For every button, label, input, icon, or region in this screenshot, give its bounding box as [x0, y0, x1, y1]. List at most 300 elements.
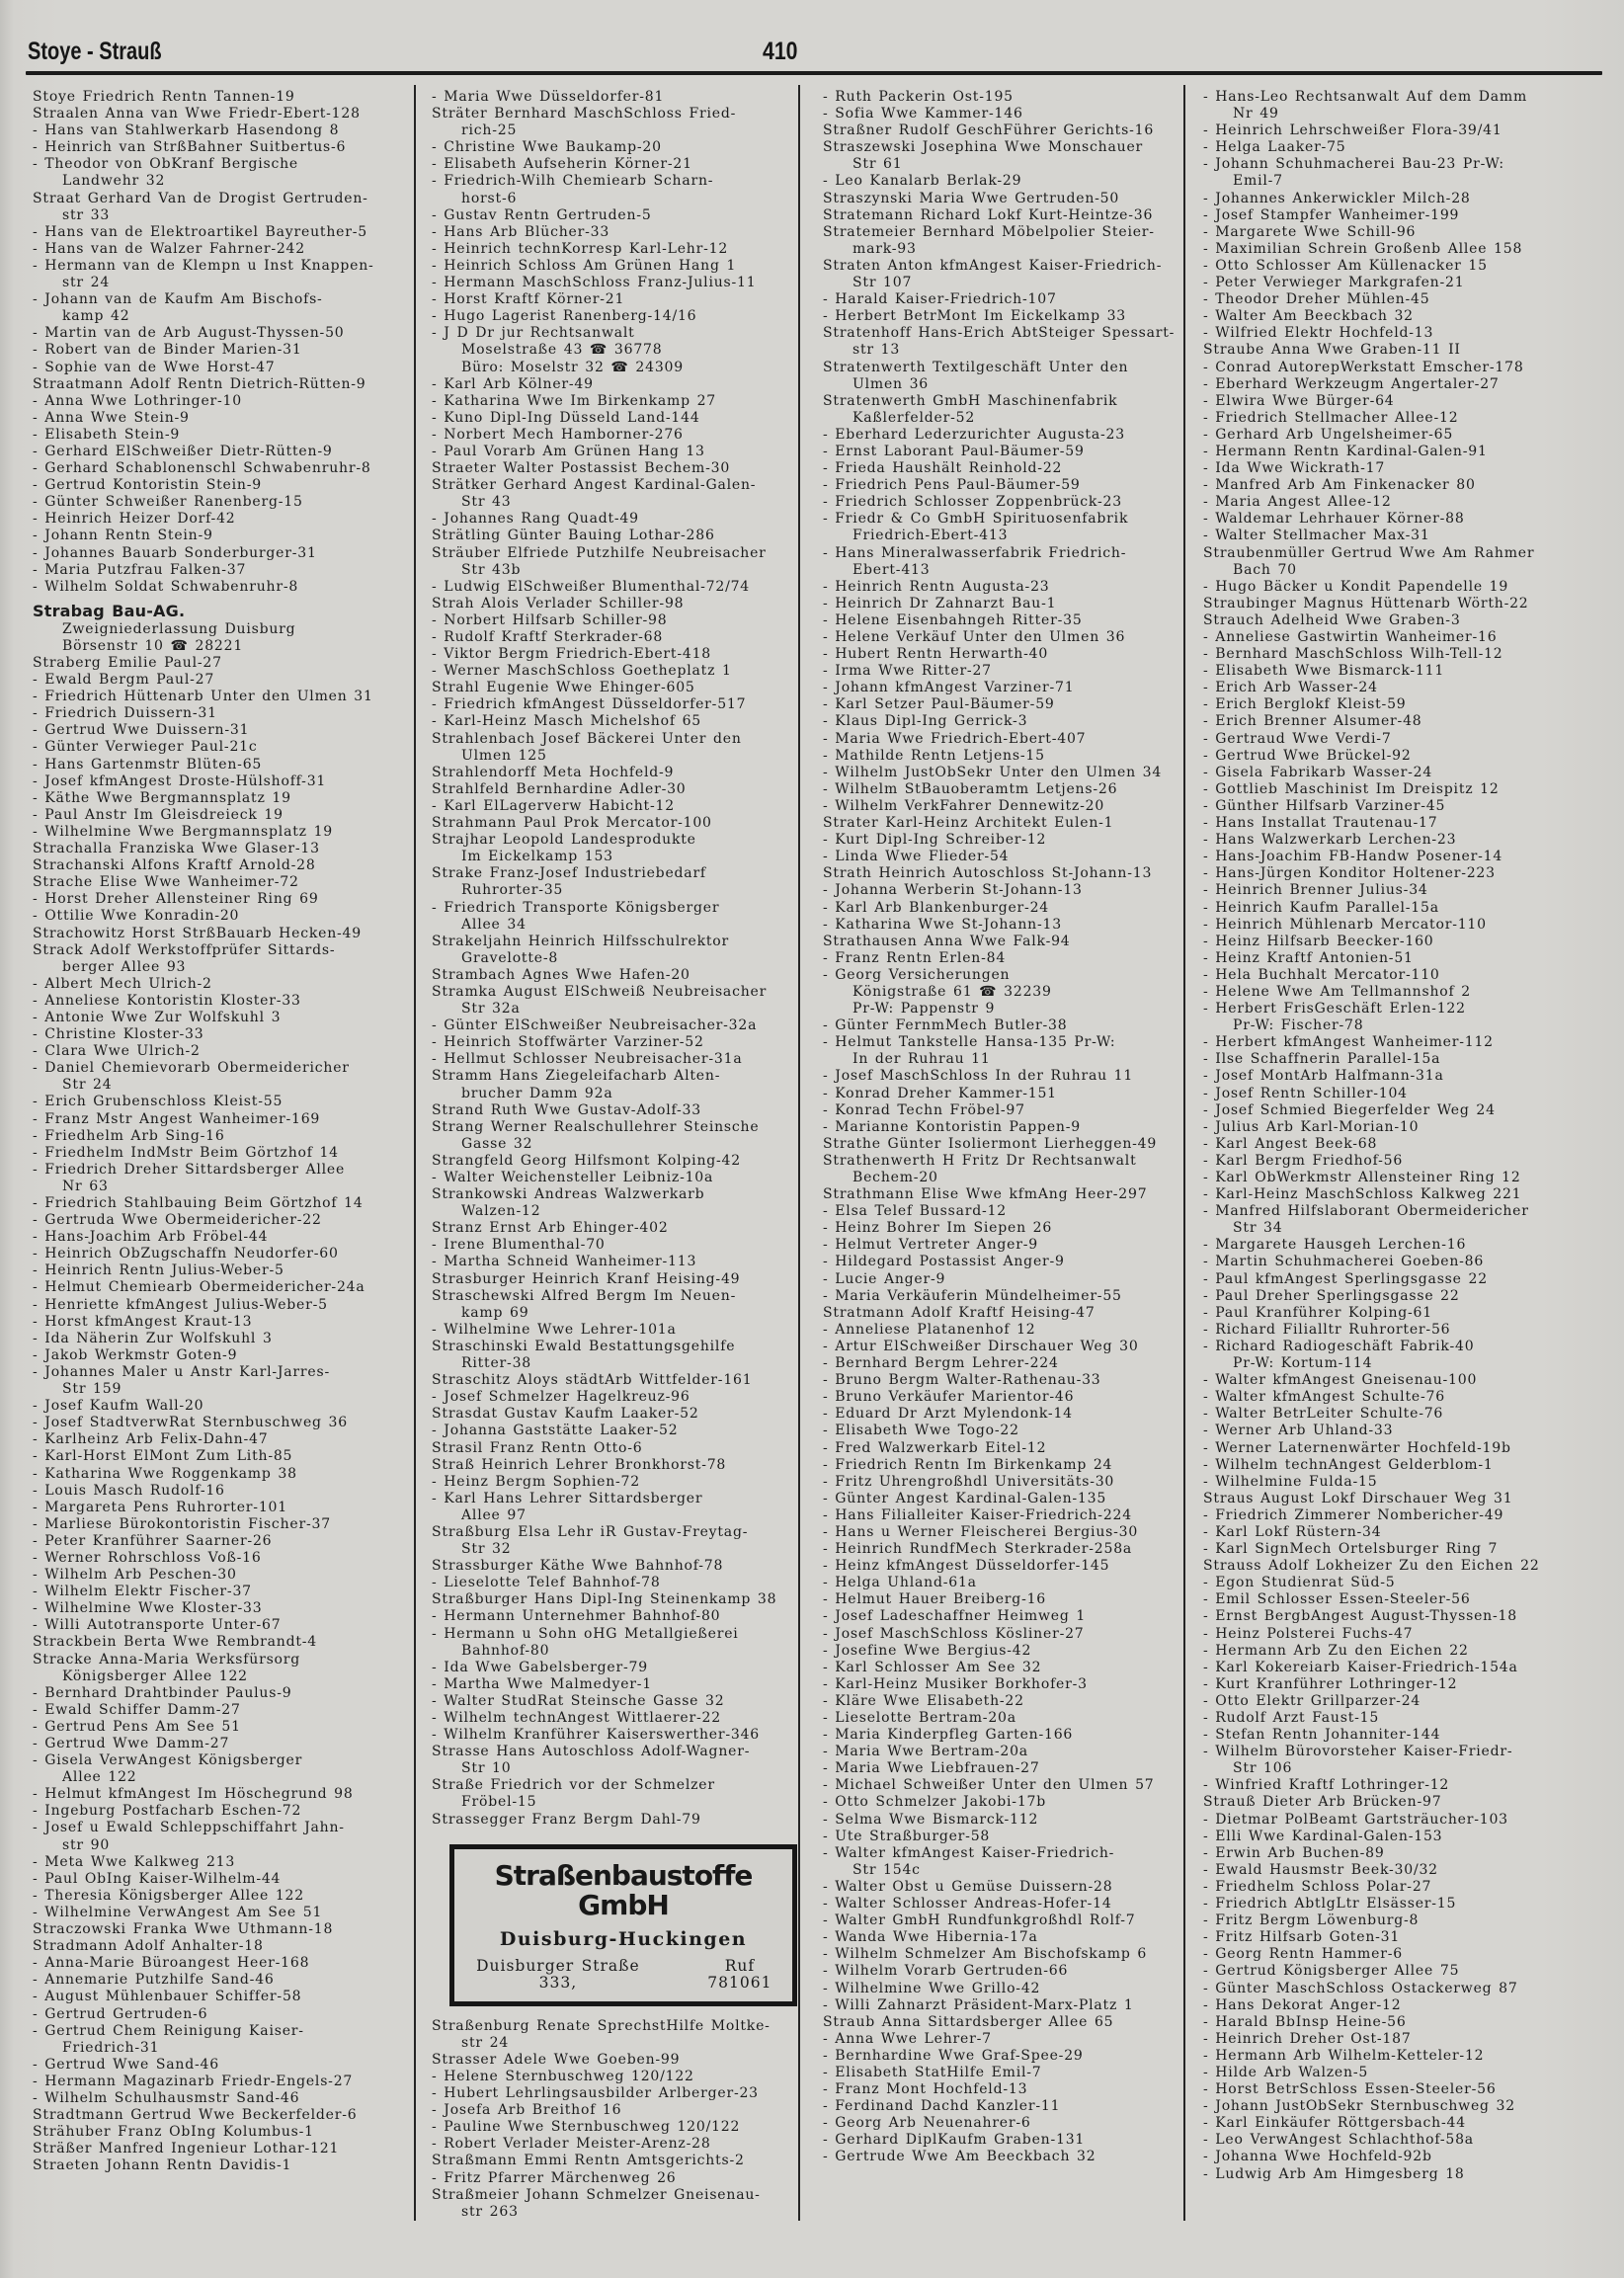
directory-entry: Stratenwerth GmbH Maschinenfabrik — [823, 392, 1118, 409]
directory-entry: - Wilhelm technAngest Wittlaerer-22 — [432, 1710, 721, 1726]
directory-entry: Strath Heinrich Autoschloss St-Johann-13 — [823, 865, 1153, 882]
directory-entry: - Johann kfmAngest Varziner-71 — [823, 680, 1075, 696]
directory-entry: - Elisabeth Wwe Togo-22 — [823, 1423, 1019, 1439]
directory-entry: - Maria Kinderpfleg Garten-166 — [823, 1727, 1074, 1744]
directory-entry: Straubenmüller Gertrud Wwe Am Rahmer — [1203, 544, 1535, 561]
directory-entry: - Gerhard Arb Ungelsheimer-65 — [1203, 426, 1454, 443]
directory-entry: Stramm Hans Ziegeleifacharb Alten- — [432, 1068, 721, 1085]
directory-entry: - Katharina Wwe Roggenkamp 38 — [33, 1465, 297, 1482]
directory-entry: - Friedrich Stahlbauing Beim Görtzhof 14 — [33, 1195, 364, 1211]
directory-entry: - Fritz Pfarrer Märchenweg 26 — [432, 2169, 677, 2186]
directory-entry: Strang Werner Realschullehrer Steinsche — [432, 1118, 760, 1135]
directory-entry: Sträßer Manfred Ingenieur Lothar-121 — [33, 2141, 340, 2157]
directory-entry: Bach 70 — [1233, 561, 1297, 578]
directory-entry: Straszewski Josephina Wwe Monschauer — [823, 139, 1144, 156]
directory-entry: - Josefa Arb Breithof 16 — [432, 2102, 622, 2119]
directory-entry: - Hans u Werner Fleischerei Bergius-30 — [823, 1523, 1139, 1540]
directory-entry: - Karlheinz Arb Felix-Dahn-47 — [33, 1431, 269, 1448]
page-header-title: Stoye - Strauß — [28, 38, 162, 65]
directory-entry: - Karl Hans Lehrer Sittardsberger — [432, 1490, 703, 1506]
directory-entry: - Ilse Schaffnerin Parallel-15a — [1203, 1051, 1441, 1068]
directory-entry: - Heinrich technKorresp Karl-Lehr-12 — [432, 240, 729, 257]
directory-entry: - Marianne Kontoristin Pappen-9 — [823, 1118, 1081, 1135]
directory-entry: - Martha Schneid Wanheimer-113 — [432, 1254, 697, 1270]
directory-entry: Strakeljahn Heinrich Hilfsschulrektor — [432, 933, 730, 949]
directory-entry: Straus August Lokf Dirschauer Weg 31 — [1203, 1490, 1513, 1506]
directory-entry: - Theodor Dreher Mühlen-45 — [1203, 291, 1430, 308]
directory-entry: Strambach Agnes Wwe Hafen-20 — [432, 966, 690, 983]
directory-entry: Strathausen Anna Wwe Falk-94 — [823, 933, 1071, 949]
directory-entry: - Franz Mstr Angest Wanheimer-169 — [33, 1110, 321, 1127]
directory-entry: - Friedrich Duissern-31 — [33, 705, 217, 722]
directory-entry: - Ewald Hausmstr Beek-30/32 — [1203, 1861, 1438, 1878]
directory-entry: - Bruno Bergm Walter-Rathenau-33 — [823, 1372, 1101, 1389]
directory-entry: Strauß Dieter Arb Brücken-97 — [1203, 1794, 1442, 1811]
directory-entry: Strabag Bau-AG. — [33, 601, 186, 620]
directory-entry: Straschitz Aloys städtArb Wittfelder-161 — [432, 1372, 753, 1389]
directory-entry: - Katharina Wwe Im Birkenkamp 27 — [432, 392, 716, 409]
directory-entry: Büro: Moselstr 32 ☎ 24309 — [461, 359, 684, 375]
directory-entry: - Josef Schmelzer Hagelkreuz-96 — [432, 1389, 690, 1406]
directory-entry: - Wanda Wwe Hibernia-17a — [823, 1929, 1038, 1946]
directory-entry: Strahlenbach Josef Bäckerei Unter den — [432, 730, 742, 747]
directory-entry: - Hans Mineralwasserfabrik Friedrich- — [823, 544, 1127, 561]
directory-entry: - Frieda Haushält Reinhold-22 — [823, 460, 1063, 477]
directory-entry: str 33 — [62, 206, 111, 223]
directory-entry: - Günter Verwieger Paul-21c — [33, 739, 258, 756]
directory-entry: Stratemeier Bernhard Möbelpolier Steier- — [823, 223, 1155, 240]
directory-entry: - Hugo Lagerist Ranenberg-14/16 — [432, 308, 697, 325]
directory-entry: - Otto Elektr Grillparzer-24 — [1203, 1692, 1421, 1709]
directory-entry: str 90 — [62, 1836, 111, 1853]
directory-entry: Str 106 — [1233, 1760, 1293, 1777]
directory-entry: Stradtmann Gertrud Wwe Beckerfelder-6 — [33, 2107, 358, 2124]
directory-entry: Bechem-20 — [853, 1170, 938, 1185]
directory-entry: - Kurt Kranführer Lothringer-12 — [1203, 1675, 1458, 1692]
directory-entry: - Josef kfmAngest Droste-Hülshoff-31 — [33, 773, 327, 789]
directory-entry: - Günther Hilfsarb Varziner-45 — [1203, 797, 1446, 814]
directory-entry: Strankowski Andreas Walzwerkarb — [432, 1186, 705, 1203]
directory-entry: - Wilhelm StBauoberamtm Letjens-26 — [823, 780, 1118, 797]
directory-entry: Str 154c — [853, 1861, 921, 1878]
directory-entry: - Wilhelm Soldat Schwabenruhr-8 — [33, 578, 299, 595]
directory-entry: - Erich Grubenschloss Kleist-55 — [33, 1094, 284, 1110]
directory-entry: - Johannes Maler u Anstr Karl-Jarres- — [33, 1363, 331, 1380]
directory-entry: - Maria Wwe Liebfrauen-27 — [823, 1760, 1040, 1777]
directory-entry: - Heinrich ObZugschaffn Neudorfer-60 — [33, 1246, 339, 1262]
directory-entry: - Leo Kanalarb Berlak-29 — [823, 173, 1022, 190]
directory-entry: - Otto Schmelzer Jakobi-17b — [823, 1794, 1046, 1811]
directory-entry: - Wilhelmine VerwAngest Am See 51 — [33, 1904, 323, 1920]
ad-phone: Ruf 781061 — [707, 1956, 772, 1992]
directory-entry: - Günter Angest Kardinal-Galen-135 — [823, 1490, 1107, 1506]
directory-entry: - Johannes Bauarb Sonderburger-31 — [33, 544, 317, 561]
directory-entry: - Maximilian Schrein Großenb Allee 158 — [1203, 240, 1523, 257]
directory-entry: Nr 63 — [62, 1178, 109, 1194]
directory-entry: - Karl-Heinz MaschSchloss Kalkweg 221 — [1203, 1186, 1522, 1203]
directory-entry: - Ingeburg Postfacharb Eschen-72 — [33, 1803, 302, 1820]
directory-entry: - Wilhelm technAngest Gelderblom-1 — [1203, 1456, 1494, 1473]
directory-entry: - Maria Wwe Düsseldorfer-81 — [432, 89, 665, 105]
directory-entry: - Friedr & Co GmbH Spirituosenfabrik — [823, 511, 1129, 528]
directory-entry: Strasdat Gustav Kaufm Laaker-52 — [432, 1406, 699, 1423]
directory-entry: - Ernst BergbAngest August-Thyssen-18 — [1203, 1608, 1517, 1625]
directory-entry: - Martin van de Arb August-Thyssen-50 — [33, 325, 345, 342]
directory-entry: - Josef Schmied Biegerfelder Weg 24 — [1203, 1101, 1496, 1118]
directory-entry: - Waldemar Lehrhauer Körner-88 — [1203, 511, 1465, 528]
directory-entry: - Annemarie Putzhilfe Sand-46 — [33, 1972, 275, 1989]
directory-entry: Strachowitz Horst StrßBauarb Hecken-49 — [33, 925, 362, 941]
directory-entry: - Johann Schuhmacherei Bau-23 Pr-W: — [1203, 156, 1504, 173]
directory-entry: - Heinz Hilfsarb Beecker-160 — [1203, 933, 1434, 949]
directory-entry: Strätker Gerhard Angest Kardinal-Galen- — [432, 477, 757, 494]
directory-entry: - Ewald Schiffer Damm-27 — [33, 1701, 241, 1718]
directory-entry: - Wilhelm Arb Peschen-30 — [33, 1567, 237, 1584]
directory-entry: - Elsa Telef Bussard-12 — [823, 1203, 1007, 1220]
directory-entry: - Paul Dreher Sperlingsgasse 22 — [1203, 1287, 1460, 1304]
directory-entry: - Gertrud Pens Am See 51 — [33, 1718, 241, 1735]
directory-entry: - Lieselotte Bertram-20a — [823, 1710, 1016, 1726]
directory-entry: - Josef MaschSchloss In der Ruhrau 11 — [823, 1068, 1134, 1085]
directory-entry: - Harald BbInsp Heine-56 — [1203, 2013, 1407, 2030]
directory-entry: - Josefine Wwe Bergius-42 — [823, 1642, 1032, 1659]
directory-entry: - Walter BetrLeiter Schulte-76 — [1203, 1406, 1444, 1423]
directory-entry: - Herbert FrisGeschäft Erlen-122 — [1203, 1001, 1466, 1017]
directory-entry: - Anna-Marie Büroangest Heer-168 — [33, 1955, 310, 1972]
directory-entry: Strahmann Paul Prok Mercator-100 — [432, 815, 712, 832]
directory-entry: Strack Adolf Werkstoffprüfer Sittards- — [33, 941, 336, 958]
directory-entry: - Wilfried Elektr Hochfeld-13 — [1203, 325, 1434, 342]
directory-entry: - Maria Wwe Bertram-20a — [823, 1744, 1028, 1760]
directory-entry: Pr-W: Fischer-78 — [1233, 1017, 1364, 1034]
directory-entry: Sträuber Elfriede Putzhilfe Neubreisacher — [432, 544, 767, 561]
directory-entry: - Helmut Tankstelle Hansa-135 Pr-W: — [823, 1034, 1116, 1051]
directory-entry: - Anneliese Gastwirtin Wanheimer-16 — [1203, 629, 1498, 645]
directory-entry: - Lieselotte Telef Bahnhof-78 — [432, 1575, 661, 1591]
directory-entry: - Leo VerwAngest Schlachthof-58a — [1203, 2132, 1474, 2149]
directory-entry: - Wilhelm Schulhausmstr Sand-46 — [33, 2089, 300, 2106]
directory-entry: - Gertrud Wwe Duissern-31 — [33, 722, 250, 739]
directory-entry: Strangfeld Georg Hilfsmont Kolping-42 — [432, 1152, 741, 1169]
directory-entry: - Gertrud Wwe Brückel-92 — [1203, 747, 1412, 764]
directory-entry: - Hubert Rentn Herwarth-40 — [823, 646, 1049, 663]
directory-entry: - Heinz Kraftf Antonien-51 — [1203, 949, 1414, 966]
directory-entry: Strasil Franz Rentn Otto-6 — [432, 1439, 643, 1456]
directory-entry: - Julius Arb Karl-Morian-10 — [1203, 1118, 1420, 1135]
directory-entry: Straßmeier Johann Schmelzer Gneisenau- — [432, 2186, 761, 2203]
directory-entry: - Helga Laaker-75 — [1203, 139, 1346, 156]
directory-entry: - Werner Arb Uhland-33 — [1203, 1423, 1394, 1439]
directory-entry: - Friedrich Pens Paul-Bäumer-59 — [823, 477, 1081, 494]
directory-entry: Friedrich-Ebert-413 — [853, 528, 1009, 544]
directory-entry: Strahl Eugenie Wwe Ehinger-605 — [432, 680, 695, 696]
directory-entry: - Johanna Werberin St-Johann-13 — [823, 882, 1083, 899]
directory-entry: - Norbert Mech Hamborner-276 — [432, 426, 684, 443]
directory-entry: - Karl-Heinz Masch Michelshof 65 — [432, 713, 701, 730]
directory-entry: Straalen Anna van Wwe Friedr-Ebert-128 — [33, 106, 361, 122]
directory-entry: - Hermann Magazinarb Friedr-Engels-27 — [33, 2073, 354, 2089]
directory-entry: - Karl-Heinz Musiker Borkhofer-3 — [823, 1675, 1088, 1692]
directory-entry: - Walter Schlosser Andreas-Hofer-14 — [823, 1896, 1112, 1912]
directory-entry: Im Eickelkamp 153 — [461, 849, 613, 865]
directory-entry: - Eberhard Werkzeugm Angertaler-27 — [1203, 375, 1500, 392]
directory-entry: - Georg Arb Neuenahrer-6 — [823, 2115, 1031, 2132]
directory-entry: - Robert Verlader Meister-Arenz-28 — [432, 2136, 711, 2153]
directory-entry: - Winfried Kraftf Lothringer-12 — [1203, 1777, 1450, 1794]
directory-entry: - Wilhelmine Wwe Kloster-33 — [33, 1600, 263, 1617]
directory-entry: Ruhrorter-35 — [461, 882, 564, 899]
directory-entry: - Karl Setzer Paul-Bäumer-59 — [823, 696, 1055, 713]
directory-entry: - Wilhelmine Fulda-15 — [1203, 1473, 1378, 1490]
directory-entry: - Otto Schlosser Am Küllenacker 15 — [1203, 257, 1488, 274]
directory-entry: - Heinrich Stoffwärter Varziner-52 — [432, 1034, 704, 1051]
directory-entry: - Irma Wwe Ritter-27 — [823, 663, 992, 680]
directory-entry: Str 43 — [461, 494, 512, 511]
directory-entry: - Heinrich Kaufm Parallel-15a — [1203, 899, 1439, 916]
directory-entry: Stratenhoff Hans-Erich AbtSteiger Spessart- — [823, 325, 1176, 342]
directory-entry: - Paul Anstr Im Gleisdreieck 19 — [33, 806, 284, 823]
directory-entry: - Gertraud Wwe Verdi-7 — [1203, 730, 1392, 747]
directory-entry: - Hans Installat Trautenau-17 — [1203, 815, 1438, 832]
directory-entry: - Kläre Wwe Elisabeth-22 — [823, 1692, 1024, 1709]
directory-entry: Straub Anna Sittardsberger Allee 65 — [823, 2013, 1114, 2030]
directory-entry: Ulmen 125 — [461, 747, 547, 764]
directory-entry: - Paul kfmAngest Sperlingsgasse 22 — [1203, 1270, 1488, 1287]
directory-entry: - Werner Laternenwärter Hochfeld-19b — [1203, 1439, 1511, 1456]
directory-entry: - Georg Versicherungen — [823, 966, 1011, 983]
directory-entry: - Heinrich RundfMech Sterkrader-258a — [823, 1541, 1133, 1558]
directory-entry: Strachalla Franziska Wwe Glaser-13 — [33, 841, 320, 857]
directory-entry: - Walter GmbH Rundfunkgroßhdl Rolf-7 — [823, 1912, 1136, 1929]
directory-entry: - Ute Straßburger-58 — [823, 1828, 991, 1844]
directory-entry: - Konrad Techn Fröbel-97 — [823, 1101, 1025, 1118]
directory-entry: Straat Gerhard Van de Drogist Gertruden- — [33, 190, 368, 206]
directory-entry: - Peter Verwieger Markgrafen-21 — [1203, 275, 1465, 291]
directory-entry: - Walter kfmAngest Kaiser-Friedrich- — [823, 1844, 1115, 1861]
directory-entry: Ebert-413 — [853, 561, 931, 578]
directory-entry: Strähuber Franz ObIng Kolumbus-1 — [33, 2124, 314, 2141]
directory-entry: Straßmann Emmi Rentn Amtsgerichts-2 — [432, 2153, 745, 2169]
directory-entry: Str 43b — [461, 561, 522, 578]
directory-entry: - Martha Wwe Malmedyer-1 — [432, 1675, 653, 1692]
directory-entry: Zweigniederlassung Duisburg — [62, 620, 296, 637]
directory-entry: - Josef Rentn Schiller-104 — [1203, 1085, 1408, 1101]
directory-entry: Gasse 32 — [461, 1135, 533, 1152]
directory-entry: - Christine Kloster-33 — [33, 1026, 204, 1043]
directory-entry: - Karl Arb Kölner-49 — [432, 375, 594, 392]
directory-entry: Allee 97 — [461, 1506, 527, 1523]
directory-entry: - Anneliese Kontoristin Kloster-33 — [33, 992, 301, 1009]
directory-entry: - Karl Arb Blankenburger-24 — [823, 899, 1049, 916]
directory-entry: Pr-W: Pappenstr 9 — [853, 1001, 996, 1017]
directory-entry: - Rudolf Kraftf Sterkrader-68 — [432, 629, 664, 645]
directory-entry: - Hellmut Schlosser Neubreisacher-31a — [432, 1051, 743, 1068]
directory-entry: Fröbel-15 — [461, 1794, 537, 1811]
directory-entry: Strahlfeld Bernhardine Adler-30 — [432, 780, 687, 797]
directory-entry: - Gerhard Schablonenschl Schwabenruhr-8 — [33, 460, 371, 477]
directory-entry: - Conrad AutorepWerkstatt Emscher-178 — [1203, 359, 1524, 375]
directory-entry: - Ludwig Arb Am Himgesberg 18 — [1203, 2165, 1465, 2182]
directory-entry: - Sophie van de Wwe Horst-47 — [33, 359, 276, 375]
directory-entry: Strake Franz-Josef Industriebedarf — [432, 865, 706, 882]
directory-entry: - Horst Dreher Allensteiner Ring 69 — [33, 891, 319, 908]
directory-entry: - Marliese Bürokontoristin Fischer-37 — [33, 1515, 331, 1532]
ad-company-name: Straßenbaustoffe GmbH — [494, 1858, 753, 1921]
directory-entry: - Elisabeth Wwe Bismarck-111 — [1203, 663, 1445, 680]
directory-entry: - Gottlieb Maschinist Im Dreispitz 12 — [1203, 780, 1500, 797]
directory-entry: - Hermann MaschSchloss Franz-Julius-11 — [432, 275, 757, 291]
directory-entry: - Albert Mech Ulrich-2 — [33, 975, 212, 992]
directory-entry: - Karl ElLagerverw Habicht-12 — [432, 797, 675, 814]
directory-entry: - Dietmar PolBeamt Gartsträucher-103 — [1203, 1811, 1508, 1828]
directory-entry: Straßner Rudolf GeschFührer Gerichts-16 — [823, 122, 1155, 139]
directory-entry: str 24 — [62, 275, 111, 291]
directory-entry: - Maria Wwe Friedrich-Ebert-407 — [823, 730, 1087, 747]
directory-entry: - Maria Putzfrau Falken-37 — [33, 561, 247, 578]
directory-entry: - Selma Wwe Bismarck-112 — [823, 1811, 1039, 1828]
directory-entry: - Richard Radiogeschäft Fabrik-40 — [1203, 1338, 1475, 1354]
directory-entry: - Bernhard MaschSchloss Wilh-Tell-12 — [1203, 646, 1503, 663]
directory-entry: - Robert van de Binder Marien-31 — [33, 342, 302, 359]
directory-entry: - Ida Wwe Wickrath-17 — [1203, 460, 1386, 477]
directory-entry: Kaßlerfelder-52 — [853, 409, 976, 426]
directory-entry: Straschewski Alfred Bergm Im Neuen- — [432, 1287, 737, 1304]
directory-entry: - Johann Rentn Stein-9 — [33, 528, 213, 544]
directory-entry: - Antonie Wwe Zur Wolfskuhl 3 — [33, 1009, 282, 1025]
directory-entry: - Käthe Wwe Bergmannsplatz 19 — [33, 789, 291, 806]
directory-entry: Königstraße 61 ☎ 32239 — [853, 983, 1052, 1000]
directory-entry: - Elisabeth StatHilfe Emil-7 — [823, 2064, 1042, 2080]
directory-entry: - Gertrud Wwe Sand-46 — [33, 2056, 219, 2073]
directory-entry: Friedrich-31 — [62, 2039, 160, 2056]
directory-entry: - Wilhelm Bürovorsteher Kaiser-Friedr- — [1203, 1744, 1513, 1760]
directory-entry: - Gertrud Wwe Damm-27 — [33, 1736, 230, 1751]
directory-entry: - Elisabeth Aufseherin Körner-21 — [432, 156, 692, 173]
directory-entry: Straßburg Elsa Lehr iR Gustav-Freytag- — [432, 1523, 749, 1540]
directory-entry: Strachanski Alfons Kraftf Arnold-28 — [33, 857, 316, 874]
header-rule — [26, 71, 1602, 75]
directory-entry: - Elwira Wwe Bürger-64 — [1203, 392, 1395, 409]
directory-entry: - Hela Buchhalt Mercator-110 — [1203, 966, 1440, 983]
directory-entry: - Elli Wwe Kardinal-Galen-153 — [1203, 1828, 1443, 1844]
directory-entry: - Stefan Rentn Johanniter-144 — [1203, 1727, 1441, 1744]
directory-entry: - Paul Vorarb Am Grünen Hang 13 — [432, 443, 705, 459]
directory-column-1 — [33, 89, 400, 2174]
directory-entry: - Heinrich Heizer Dorf-42 — [33, 511, 236, 528]
directory-entry: Straube Anna Wwe Graben-11 II — [1203, 342, 1461, 359]
directory-entry: - Hildegard Postassist Anger-9 — [823, 1254, 1065, 1270]
directory-entry: - Heinrich Mühlenarb Mercator-110 — [1203, 916, 1487, 933]
directory-entry: - Theresia Königsberger Allee 122 — [33, 1887, 304, 1904]
directory-entry: - Franz Mont Hochfeld-13 — [823, 2081, 1028, 2098]
directory-entry: Stoye Friedrich Rentn Tannen-19 — [33, 89, 295, 105]
directory-entry: Strater Karl-Heinz Architekt Eulen-1 — [823, 815, 1114, 832]
directory-entry: Strand Ruth Wwe Gustav-Adolf-33 — [432, 1101, 701, 1118]
directory-entry: Stradmann Adolf Anhalter-18 — [33, 1938, 264, 1955]
directory-entry: - Heinrich Lehrschweißer Flora-39/41 — [1203, 122, 1502, 139]
directory-entry: - Viktor Bergm Friedrich-Ebert-418 — [432, 646, 711, 663]
directory-entry: Straß Heinrich Lehrer Bronkhorst-78 — [432, 1456, 727, 1473]
directory-entry: - Gertrud Chem Reinigung Kaiser- — [33, 2022, 304, 2039]
directory-entry: - Karl Angest Beek-68 — [1203, 1135, 1378, 1152]
directory-entry: Strassegger Franz Bergm Dahl-79 — [432, 1811, 701, 1828]
directory-entry: - Klaus Dipl-Ing Gerrick-3 — [823, 713, 1028, 730]
directory-entry: Straszynski Maria Wwe Gertruden-50 — [823, 190, 1120, 206]
directory-entry: - Daniel Chemievorarb Obermeidericher — [33, 1060, 350, 1077]
directory-entry: - Hans-Leo Rechtsanwalt Auf dem Damm — [1203, 89, 1528, 105]
column-divider-1 — [414, 85, 416, 2221]
directory-entry: - Hans Arb Blücher-33 — [432, 223, 610, 240]
directory-entry: - Heinrich Rentn Julius-Weber-5 — [33, 1262, 284, 1279]
directory-entry: - Erich Berglokf Kleist-59 — [1203, 696, 1407, 713]
directory-entry: - Hermann u Sohn oHG Metallgießerei — [432, 1625, 739, 1642]
directory-entry: Strathmann Elise Wwe kfmAng Heer-297 — [823, 1186, 1148, 1203]
directory-entry: - Jakob Werkmstr Goten-9 — [33, 1346, 238, 1363]
directory-entry: - Friedrich Zimmerer Nombericher-49 — [1203, 1506, 1504, 1523]
directory-entry: - Hermann Arb Zu den Eichen 22 — [1203, 1642, 1469, 1659]
directory-entry: - Friedrich-Wilh Chemiearb Scharn- — [432, 173, 714, 190]
directory-entry: Str 107 — [853, 275, 913, 291]
directory-entry: - Hermann Arb Wilhelm-Ketteler-12 — [1203, 2047, 1485, 2064]
directory-entry: - Hans van de Elektroartikel Bayreuther-5 — [33, 223, 367, 240]
directory-column-2 — [432, 89, 799, 2221]
directory-entry: - Karl Kokereiarb Kaiser-Friedrich-154a — [1203, 1659, 1518, 1675]
directory-entry: - Bernhard Drahtbinder Paulus-9 — [33, 1684, 292, 1701]
directory-entry: Strasburger Heinrich Kranf Heising-49 — [432, 1270, 741, 1287]
directory-entry: - Walter Obst u Gemüse Duissern-28 — [823, 1878, 1113, 1895]
directory-entry: - Hans Gartenmstr Blüten-65 — [33, 756, 263, 773]
directory-entry: - Heinz Bergm Sophien-72 — [432, 1473, 640, 1490]
directory-entry: Straeter Walter Postassist Bechem-30 — [432, 460, 731, 477]
directory-entry: - Heinrich van StrßBahner Suitbertus-6 — [33, 139, 347, 156]
directory-entry: - Paul Kranführer Kolping-61 — [1203, 1304, 1432, 1321]
directory-entry: - Hans van de Walzer Fahrner-242 — [33, 240, 305, 257]
directory-entry: - Linda Wwe Flieder-54 — [823, 849, 1010, 865]
directory-entry: - Anna Wwe Lehrer-7 — [823, 2030, 992, 2047]
directory-entry: Str 34 — [1233, 1220, 1283, 1237]
directory-entry: Stracke Anna-Maria Werksfürsorg — [33, 1651, 301, 1668]
directory-entry: Strache Elise Wwe Wanheimer-72 — [33, 874, 299, 891]
directory-entry: Ulmen 36 — [853, 375, 930, 392]
directory-entry: - Sofia Wwe Kammer-146 — [823, 106, 1023, 122]
directory-entry: Straberg Emilie Paul-27 — [33, 655, 222, 671]
directory-entry: Str 32a — [461, 1001, 521, 1017]
directory-entry: - Helga Uhland-61a — [823, 1575, 977, 1591]
directory-entry: - Kurt Dipl-Ing Schreiber-12 — [823, 832, 1047, 849]
directory-entry: - Günter ElSchweißer Neubreisacher-32a — [432, 1017, 758, 1034]
directory-entry: - Louis Masch Rudolf-16 — [33, 1482, 225, 1499]
directory-entry: - Johannes Ankerwickler Milch-28 — [1203, 190, 1471, 206]
directory-entry: - Horst kfmAngest Kraut-13 — [33, 1313, 253, 1330]
directory-entry: - Irene Blumenthal-70 — [432, 1237, 606, 1254]
directory-entry: Pr-W: Kortum-114 — [1233, 1355, 1373, 1372]
directory-entry: - Josef Stampfer Wanheimer-199 — [1203, 206, 1460, 223]
directory-entry: - Hermann van de Klempn u Inst Knappen- — [33, 257, 374, 274]
directory-entry: - Wilhelmine Wwe Lehrer-101a — [432, 1321, 677, 1338]
directory-entry: - Walter kfmAngest Schulte-76 — [1203, 1389, 1445, 1406]
directory-entry: - Friedrich Dreher Sittardsberger Allee — [33, 1161, 346, 1178]
directory-entry: Gravelotte-8 — [461, 949, 559, 966]
ad-city: Duisburg-Huckingen — [499, 1927, 748, 1950]
directory-entry: - Walter StudRat Steinsche Gasse 32 — [432, 1692, 725, 1709]
directory-entry: - Margarete Wwe Schill-96 — [1203, 223, 1417, 240]
directory-entry: berger Allee 93 — [62, 958, 187, 975]
directory-entry: - Heinrich Dreher Ost-187 — [1203, 2030, 1412, 2047]
directory-entry: - Friedrich Transporte Königsberger — [432, 899, 720, 916]
directory-column-3 — [823, 89, 1190, 2166]
directory-entry: - Hans-Jürgen Konditor Holtener-223 — [1203, 865, 1496, 882]
ad-address-line — [458, 1958, 788, 1992]
